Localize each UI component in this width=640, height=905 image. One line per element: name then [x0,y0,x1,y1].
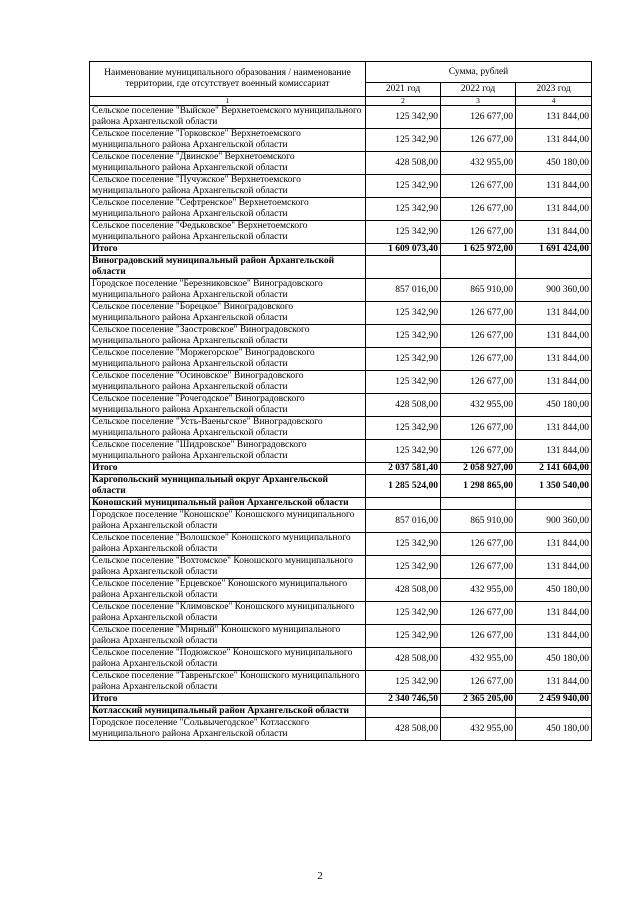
amount-2021 [366,706,441,718]
municipality-name: Сельское поселение "Климовское" Коношского муниципального района Архангельской области [90,602,366,625]
amount-2022: 432 955,00 [441,718,516,741]
amount-2022: 2 365 205,00 [441,694,516,706]
amount-2023 [516,706,592,718]
municipality-name: Сельское поселение "Сефтренское" Верхнетоемского муниципального района Архангельской области [90,198,366,221]
amount-2023: 2 141 604,00 [516,463,592,475]
amount-2023: 131 844,00 [516,371,592,394]
amount-2021 [366,256,441,279]
amount-2023: 131 844,00 [516,440,592,463]
amount-2021 [366,498,441,510]
amount-2022: 126 677,00 [441,175,516,198]
amount-2022 [441,706,516,718]
amount-2022: 126 677,00 [441,221,516,244]
amount-2023: 900 360,00 [516,510,592,533]
amount-2021: 125 342,90 [366,325,441,348]
amount-2023: 131 844,00 [516,417,592,440]
table-row [90,175,592,198]
amount-2021: 2 340 746,50 [366,694,441,706]
municipality-name: Сельское поселение "Выйское" Верхнетоемского муниципального района Архангельской области [90,106,366,129]
municipality-name: Сельское поселение "Осиновское" Виноградовского муниципального района Архангельской области [90,371,366,394]
column-numbers-row [90,97,592,106]
table-row [90,533,592,556]
section-heading-row [90,498,592,510]
amount-2023: 131 844,00 [516,129,592,152]
municipality-name: Сельское поселение "Пучужское" Верхнетоемского муниципального района Архангельской области [90,175,366,198]
amount-2023: 131 844,00 [516,198,592,221]
table-row [90,671,592,694]
amount-2022: 432 955,00 [441,152,516,175]
header-year-2023: 2023 год [516,83,592,97]
amount-2023: 2 459 940,00 [516,694,592,706]
table-row [90,279,592,302]
table-row [90,718,592,741]
amount-2021: 125 342,90 [366,106,441,129]
amount-2023: 131 844,00 [516,602,592,625]
amount-2021: 125 342,90 [366,671,441,694]
table-row [90,302,592,325]
amount-2022: 432 955,00 [441,648,516,671]
table-row [90,394,592,417]
amount-2023: 450 180,00 [516,152,592,175]
amount-2022: 432 955,00 [441,579,516,602]
amount-2021: 428 508,00 [366,648,441,671]
municipality-name: Сельское поселение "Шидровское" Виноградовского муниципального района Архангельской области [90,440,366,463]
amount-2022 [441,498,516,510]
amount-2023: 131 844,00 [516,302,592,325]
municipality-name: Городское поселение "Коношское" Коношского муниципального района Архангельской области [90,510,366,533]
table-row [90,417,592,440]
table-row [90,602,592,625]
table-row [90,440,592,463]
amount-2022: 865 910,00 [441,279,516,302]
table-row [90,129,592,152]
header-name-cell: Наименование муниципального образования / наименование территории, где отсутствует военный комиссариат [90,62,366,97]
amount-2022: 126 677,00 [441,440,516,463]
amount-2023: 131 844,00 [516,348,592,371]
amount-2021: 1 285 524,00 [366,475,441,498]
amount-2023: 131 844,00 [516,671,592,694]
amount-2023: 1 350 540,00 [516,475,592,498]
municipality-name: Сельское поселение "Подюжское" Коношского муниципального района Архангельской области [90,648,366,671]
amount-2021: 125 342,90 [366,221,441,244]
amount-2022: 126 677,00 [441,371,516,394]
amount-2021: 125 342,90 [366,602,441,625]
amount-2021: 125 342,90 [366,556,441,579]
amount-2021: 125 342,90 [366,625,441,648]
total-row [90,244,592,256]
municipality-name: Виноградовский муниципальный район Архангельской области [90,256,366,279]
amount-2023: 131 844,00 [516,533,592,556]
amount-2022: 1 298 865,00 [441,475,516,498]
amount-2021: 428 508,00 [366,718,441,741]
municipality-name: Сельское поселение "Ерцевское" Коношского муниципального района Архангельской области [90,579,366,602]
amount-2023: 900 360,00 [516,279,592,302]
municipality-name: Сельское поселение "Заостровское" Виноградовского муниципального района Архангельской области [90,325,366,348]
total-label: Итого [90,694,366,706]
amount-2022: 126 677,00 [441,556,516,579]
amount-2021: 428 508,00 [366,394,441,417]
table-row [90,198,592,221]
table-row [90,152,592,175]
municipality-name: Городское поселение "Березниковское" Виноградовского муниципального района Архангельской области [90,279,366,302]
amount-2023: 450 180,00 [516,394,592,417]
amount-2023: 450 180,00 [516,718,592,741]
amount-2021: 125 342,90 [366,129,441,152]
municipality-name: Сельское поселение "Вохтомское" Коношского муниципального района Архангельской области [90,556,366,579]
municipality-name: Городское поселение "Сольвычегодское" Котласского муниципального района Архангельской области [90,718,366,741]
amount-2021: 1 609 073,40 [366,244,441,256]
amount-2023 [516,498,592,510]
table-row [90,348,592,371]
header-amount-cell: Сумма, рублей [366,62,592,83]
amount-2022: 126 677,00 [441,625,516,648]
section-heading-row [90,475,592,498]
header-year-2021: 2021 год [366,83,441,97]
amount-2022: 126 677,00 [441,325,516,348]
table-row [90,556,592,579]
municipality-name: Коношский муниципальный район Архангельской области [90,498,366,510]
amount-2022: 126 677,00 [441,302,516,325]
total-row [90,694,592,706]
table-row [90,579,592,602]
amount-2021: 125 342,90 [366,417,441,440]
column-number-3: 3 [441,97,516,106]
amount-2023: 131 844,00 [516,325,592,348]
amount-2021: 857 016,00 [366,279,441,302]
amount-2023: 450 180,00 [516,579,592,602]
municipality-name: Сельское поселение "Двинское" Верхнетоемского муниципального района Архангельской области [90,152,366,175]
municipality-name: Сельское поселение "Тавреньгское" Коношского муниципального района Архангельской области [90,671,366,694]
municipality-name: Каргопольский муниципальный округ Архангельской области [90,475,366,498]
allocation-table [89,61,592,741]
amount-2023: 131 844,00 [516,625,592,648]
amount-2022: 126 677,00 [441,671,516,694]
amount-2022: 126 677,00 [441,348,516,371]
amount-2022: 126 677,00 [441,417,516,440]
column-number-2: 2 [366,97,441,106]
amount-2023 [516,256,592,279]
amount-2021: 125 342,90 [366,175,441,198]
municipality-name: Сельское поселение "Рочегодское" Виноградовского муниципального района Архангельской области [90,394,366,417]
amount-2022 [441,256,516,279]
total-label: Итого [90,463,366,475]
amount-2021: 125 342,90 [366,371,441,394]
table-row [90,625,592,648]
amount-2021: 125 342,90 [366,198,441,221]
total-label: Итого [90,244,366,256]
municipality-name: Сельское поселение "Мирный" Коношского муниципального района Архангельской области [90,625,366,648]
amount-2022: 432 955,00 [441,394,516,417]
municipality-name: Сельское поселение "Федьковское" Верхнетоемского муниципального района Архангельской области [90,221,366,244]
amount-2022: 865 910,00 [441,510,516,533]
amount-2021: 125 342,90 [366,302,441,325]
amount-2021: 2 037 581,40 [366,463,441,475]
amount-2021: 125 342,90 [366,348,441,371]
amount-2022: 1 625 972,00 [441,244,516,256]
table-row [90,510,592,533]
amount-2021: 125 342,90 [366,533,441,556]
amount-2021: 428 508,00 [366,152,441,175]
column-number-1: 1 [90,97,366,106]
header-year-2022: 2022 год [441,83,516,97]
amount-2022: 126 677,00 [441,106,516,129]
municipality-name: Сельское поселение "Моржегорское" Виноградовского муниципального района Архангельской области [90,348,366,371]
amount-2023: 131 844,00 [516,175,592,198]
column-number-4: 4 [516,97,592,106]
amount-2022: 126 677,00 [441,602,516,625]
section-heading-row [90,706,592,718]
municipality-name: Сельское поселение "Борецкое" Виноградовского муниципального района Архангельской области [90,302,366,325]
amount-2022: 2 058 927,00 [441,463,516,475]
amount-2023: 1 691 424,00 [516,244,592,256]
total-row [90,463,592,475]
table-row [90,106,592,129]
amount-2021: 857 016,00 [366,510,441,533]
municipality-name: Сельское поселение "Усть-Ваеньгское" Виноградовского муниципального района Архангельской области [90,417,366,440]
amount-2023: 131 844,00 [516,556,592,579]
header-row [90,62,592,83]
table-row [90,371,592,394]
table-row [90,221,592,244]
table-row [90,325,592,348]
municipality-name: Котласский муниципальный район Архангельской области [90,706,366,718]
section-heading-row [90,256,592,279]
page-number: 2 [317,870,323,882]
amount-2023: 131 844,00 [516,106,592,129]
amount-2021: 428 508,00 [366,579,441,602]
municipality-name: Сельское поселение "Горковское" Верхнетоемского муниципального района Архангельской области [90,129,366,152]
amount-2022: 126 677,00 [441,198,516,221]
amount-2023: 131 844,00 [516,221,592,244]
amount-2021: 125 342,90 [366,440,441,463]
amount-2022: 126 677,00 [441,129,516,152]
amount-2022: 126 677,00 [441,533,516,556]
municipality-name: Сельское поселение "Волошское" Коношского муниципального района Архангельской области [90,533,366,556]
table-row [90,648,592,671]
amount-2023: 450 180,00 [516,648,592,671]
